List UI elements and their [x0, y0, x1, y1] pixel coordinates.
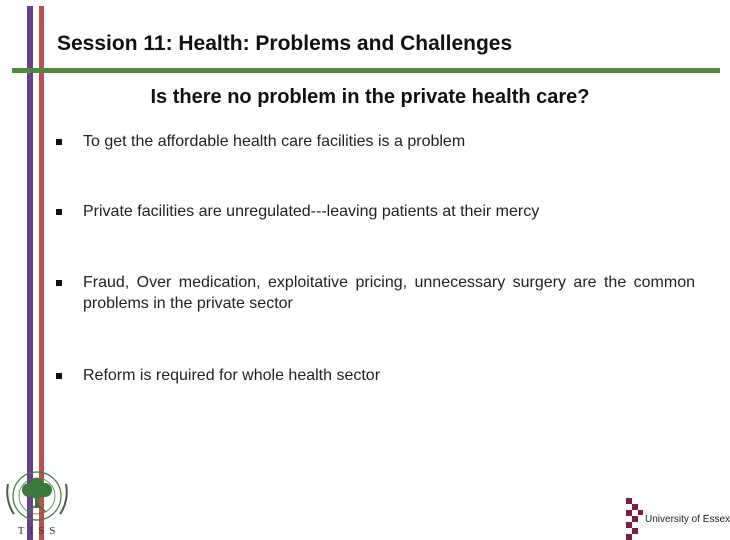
essex-logo-label: University of Essex: [645, 514, 730, 525]
bullet-text: Private facilities are unregulated---leaving patients at their mercy: [83, 203, 540, 220]
bullet-square-icon: [56, 373, 62, 379]
tiss-logo-label: TISS: [17, 525, 61, 537]
bullet-item: [56, 365, 706, 386]
bullet-square-icon: [56, 209, 62, 215]
session-title: Session 11: Health: Problems and Challenges: [57, 32, 513, 55]
bullet-text: Reform is required for whole health sector: [83, 367, 381, 384]
bullet-text: To get the affordable health care facilities is a problem: [83, 133, 466, 150]
bullet-item: [56, 201, 706, 222]
bullet-square-icon: [56, 139, 62, 145]
slide-heading: Is there no problem in the private health care?: [150, 86, 590, 108]
bullet-text: Fraud, Over medication, exploitative pricing, unnecessary surgery are the common problems in the private sector: [83, 274, 695, 312]
bullet-item: [56, 272, 706, 314]
bullet-item: [56, 131, 706, 152]
title-underline-rule: [12, 68, 720, 73]
bullet-square-icon: [56, 280, 62, 286]
